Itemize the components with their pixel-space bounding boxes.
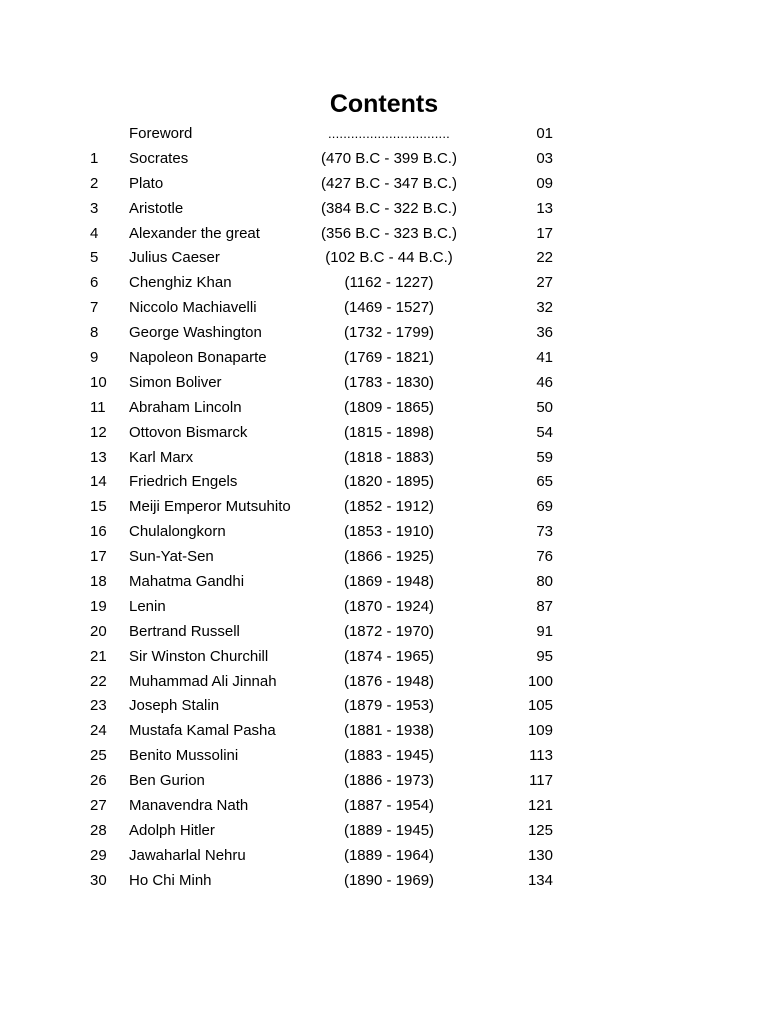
entry-name: Benito Mussolini [129, 747, 239, 765]
entry-dates: (1879 - 1953) [343, 697, 435, 715]
entry-number: 11 [90, 398, 106, 416]
entry-page-number: 50 [536, 398, 553, 416]
entry-page-number: 17 [536, 224, 553, 242]
entry-dates: (356 B.C - 323 B.C.) [321, 224, 457, 242]
entry-page-number: 09 [536, 174, 553, 192]
entry-dates: (1815 - 1898) [343, 423, 435, 441]
entry-name: George Washington [129, 324, 262, 342]
entry-name: Lenin [129, 597, 166, 615]
entry-name: Sun-Yat-Sen [129, 548, 214, 566]
entry-name: Joseph Stalin [129, 697, 220, 715]
entry-page-number: 54 [536, 423, 553, 441]
entry-number: 23 [90, 697, 107, 715]
entry-dates: (1820 - 1895) [343, 473, 435, 491]
entry-page-number: 130 [527, 846, 553, 864]
toc-row [0, 694, 768, 719]
toc-row [0, 371, 768, 396]
entry-number: 9 [90, 349, 99, 367]
entry-name: Mahatma Gandhi [129, 573, 245, 591]
entry-number: 27 [90, 797, 107, 815]
toc-row [0, 271, 768, 296]
toc-row-foreword [0, 122, 768, 147]
entry-name: Karl Marx [129, 448, 194, 466]
entry-page-number: 113 [529, 747, 553, 765]
entry-number: 24 [90, 722, 107, 740]
entry-number: 19 [90, 597, 107, 615]
entry-page-number: 03 [536, 149, 553, 167]
entry-number: 17 [90, 548, 107, 566]
toc-row [0, 396, 768, 421]
toc-row [0, 296, 768, 321]
entry-dates: (427 B.C - 347 B.C.) [321, 174, 457, 192]
entry-name: Niccolo Machiavelli [129, 299, 257, 317]
entry-dates: (470 B.C - 399 B.C.) [321, 149, 457, 167]
entry-dates: (1870 - 1924) [343, 597, 435, 615]
toc-row [0, 495, 768, 520]
entry-dates: (1887 - 1954) [343, 797, 435, 815]
entry-page-number: 100 [527, 672, 553, 690]
entry-page-number: 134 [527, 871, 553, 889]
entry-name: Mustafa Kamal Pasha [129, 722, 276, 740]
entry-page-number: 13 [536, 199, 553, 217]
toc-row [0, 769, 768, 794]
entry-number: 16 [90, 523, 107, 541]
entry-dates: (1853 - 1910) [343, 523, 435, 541]
entry-name: Meiji Emperor Mutsuhito [129, 498, 291, 516]
entry-dates: (1809 - 1865) [343, 398, 435, 416]
entry-number: 15 [90, 498, 107, 516]
table-of-contents [0, 122, 768, 894]
entry-dates: (102 B.C - 44 B.C.) [325, 249, 453, 267]
entry-name: Simon Boliver [129, 373, 222, 391]
entry-number: 7 [90, 299, 99, 317]
entry-name: Napoleon Bonaparte [129, 349, 267, 367]
entry-page-number: 41 [536, 349, 553, 367]
toc-row [0, 645, 768, 670]
entry-page-number: 95 [536, 647, 553, 665]
entry-name: Ottovon Bismarck [129, 423, 248, 441]
toc-row [0, 147, 768, 172]
entry-dates: (1866 - 1925) [343, 548, 435, 566]
toc-row [0, 421, 768, 446]
entry-page-number: 46 [536, 373, 553, 391]
toc-row [0, 570, 768, 595]
entry-dates: (1889 - 1964) [343, 846, 435, 864]
entry-number: 21 [90, 647, 107, 665]
entry-name: Alexander the great [129, 224, 260, 242]
entry-page-number: 117 [529, 772, 553, 790]
entry-page-number: 27 [536, 274, 553, 292]
toc-row [0, 844, 768, 869]
entry-dates: (1818 - 1883) [343, 448, 435, 466]
entry-number: 12 [90, 423, 107, 441]
entry-page-number: 65 [536, 473, 553, 491]
toc-row [0, 321, 768, 346]
entry-dates: (1783 - 1830) [343, 373, 435, 391]
entry-number: 8 [90, 324, 99, 342]
entry-page-number: 59 [536, 448, 553, 466]
entry-page-number: 121 [527, 797, 553, 815]
toc-row [0, 869, 768, 894]
entry-page-number: 36 [536, 324, 553, 342]
entry-number: 10 [90, 373, 107, 391]
entry-dates: (1874 - 1965) [343, 647, 435, 665]
entry-dates: (384 B.C - 322 B.C.) [321, 199, 457, 217]
entry-name: Adolph Hitler [129, 821, 215, 839]
entry-number: 13 [90, 448, 107, 466]
entry-number: 1 [90, 149, 99, 167]
entry-name: Socrates [129, 149, 189, 167]
toc-row [0, 346, 768, 371]
foreword-label: Foreword [129, 125, 193, 142]
toc-row [0, 670, 768, 695]
entry-dates: (1883 - 1945) [343, 747, 435, 765]
toc-row [0, 719, 768, 744]
entry-dates: (1886 - 1973) [343, 772, 435, 790]
entry-name: Abraham Lincoln [129, 398, 242, 416]
entry-page-number: 80 [536, 573, 553, 591]
entry-name: Aristotle [129, 199, 184, 217]
toc-row [0, 222, 768, 247]
dot-leader: ................................ [328, 126, 450, 141]
entry-number: 5 [90, 249, 99, 267]
toc-row [0, 520, 768, 545]
toc-row [0, 620, 768, 645]
entry-dates: (1890 - 1969) [343, 871, 435, 889]
entry-number: 18 [90, 573, 107, 591]
entry-name: Chenghiz Khan [129, 274, 232, 292]
toc-row [0, 744, 768, 769]
entry-page-number: 22 [536, 249, 553, 267]
entry-page-number: 87 [536, 597, 553, 615]
entry-page-number: 32 [536, 299, 553, 317]
entry-dates: (1872 - 1970) [343, 622, 435, 640]
entry-page-number: 69 [536, 498, 553, 516]
entry-number: 26 [90, 772, 107, 790]
entry-number: 4 [90, 224, 99, 242]
toc-row [0, 246, 768, 271]
entry-dates: (1869 - 1948) [343, 573, 435, 591]
entry-name: Ho Chi Minh [129, 871, 212, 889]
entry-number: 29 [90, 846, 107, 864]
toc-row [0, 197, 768, 222]
entry-page-number: 105 [527, 697, 553, 715]
entry-name: Jawaharlal Nehru [129, 846, 246, 864]
entry-number: 2 [90, 174, 99, 192]
entry-dates: (1852 - 1912) [343, 498, 435, 516]
entry-number: 6 [90, 274, 99, 292]
entry-number: 22 [90, 672, 107, 690]
entry-page-number: 73 [536, 523, 553, 541]
entry-dates: (1876 - 1948) [343, 672, 435, 690]
entry-name: Plato [129, 174, 164, 192]
entry-number: 30 [90, 871, 107, 889]
entry-dates: (1881 - 1938) [343, 722, 435, 740]
entry-dates: (1889 - 1945) [343, 821, 435, 839]
entry-dates: (1469 - 1527) [343, 299, 435, 317]
entry-page-number: 76 [536, 548, 553, 566]
entry-name: Julius Caeser [129, 249, 220, 267]
entry-number: 20 [90, 622, 107, 640]
entry-number: 14 [90, 473, 107, 491]
entry-name: Chulalongkorn [129, 523, 226, 541]
entry-number: 3 [90, 199, 99, 217]
foreword-page-number: 01 [536, 125, 553, 142]
entry-name: Sir Winston Churchill [129, 647, 269, 665]
entry-page-number: 109 [527, 722, 553, 740]
toc-row [0, 545, 768, 570]
toc-row [0, 595, 768, 620]
toc-row [0, 446, 768, 471]
toc-row [0, 794, 768, 819]
page-title: Contents [329, 90, 439, 118]
entry-name: Ben Gurion [129, 772, 205, 790]
toc-row [0, 172, 768, 197]
entry-dates: (1769 - 1821) [343, 349, 435, 367]
entry-name: Manavendra Nath [129, 797, 249, 815]
toc-row [0, 470, 768, 495]
entry-name: Muhammad Ali Jinnah [129, 672, 277, 690]
entry-dates: (1732 - 1799) [343, 324, 435, 342]
entry-number: 25 [90, 747, 107, 765]
entry-name: Friedrich Engels [129, 473, 238, 491]
entry-dates: (1162 - 1227) [344, 274, 434, 292]
toc-row [0, 819, 768, 844]
entry-name: Bertrand Russell [129, 622, 240, 640]
entry-page-number: 91 [536, 622, 553, 640]
entry-number: 28 [90, 821, 107, 839]
entry-page-number: 125 [527, 821, 553, 839]
